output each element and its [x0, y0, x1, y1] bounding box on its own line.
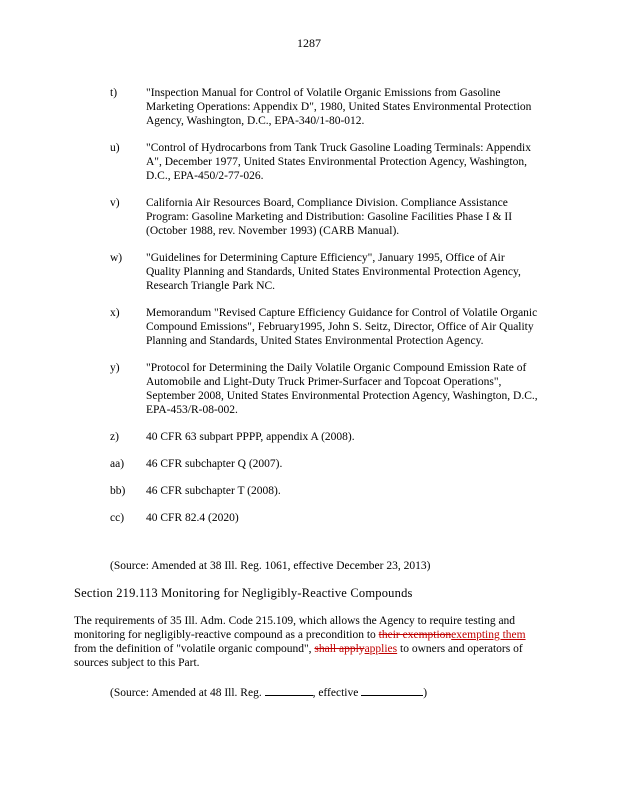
reference-item [110, 86, 540, 128]
reference-item [110, 511, 540, 525]
reference-text: 40 CFR 63 subpart PPPP, appendix A (2008). [146, 431, 355, 443]
reference-text: "Control of Hydrocarbons from Tank Truck Gasoline Loading Terminals: Appendix A", December 1977, United States Environmental Protection Agency, Washington, D.C., EPA-450/2-77-026. [146, 142, 531, 182]
deleted-text: shall apply [314, 643, 365, 655]
source-prefix: (Source: Amended at 48 Ill. Reg. [110, 687, 265, 699]
reference-item [110, 141, 540, 183]
reference-item [110, 484, 540, 498]
reference-item [110, 196, 540, 238]
reference-text: 46 CFR subchapter Q (2007). [146, 458, 283, 470]
reference-label: v) [110, 197, 120, 209]
reference-text: "Inspection Manual for Control of Volatile Organic Emissions from Gasoline Marketing Operations: Appendix D", 1980, United States Environmental Protection Agency, Washington, D.C., EPA-340/1-80-012. [146, 87, 532, 127]
amendment-source-note [110, 684, 427, 699]
reference-label: z) [110, 431, 119, 443]
reference-item [110, 457, 540, 471]
reference-label: t) [110, 87, 118, 99]
section-heading: Section 219.113 Monitoring for Negligibly-Reactive Compounds [74, 586, 413, 600]
page-number: 1287 [297, 36, 321, 50]
deleted-text: their exemption [378, 629, 452, 641]
reference-text: "Guidelines for Determining Capture Efficiency", January 1995, Office of Air Quality Planning and Standards, United States Environmental Protection Agency, Research Triangle Park NC. [146, 252, 521, 292]
reference-item [110, 306, 540, 348]
source-note: (Source: Amended at 38 Ill. Reg. 1061, effective December 23, 2013) [110, 560, 431, 572]
reference-text: 46 CFR subchapter T (2008). [146, 485, 281, 497]
section-paragraph [74, 614, 544, 670]
reference-list [110, 86, 540, 538]
reference-text: 40 CFR 82.4 (2020) [146, 512, 239, 524]
source-suffix: ) [423, 687, 428, 699]
paragraph-text: to owners and operators of sources subject to this Part. [74, 643, 523, 669]
reference-label: w) [110, 252, 123, 264]
effective-date-blank [361, 684, 423, 696]
reference-text: California Air Resources Board, Compliance Division. Compliance Assistance Program: Gasoline Marketing and Distribution: Gasoline Facilities Phase I & II (October 1988, rev. November 1993) (CARB Manual). [146, 197, 513, 237]
inserted-text: applies [364, 643, 398, 655]
paragraph-text: from the definition of "volatile organic compound", [74, 643, 315, 655]
reference-label: u) [110, 142, 120, 154]
reference-label: x) [110, 307, 120, 319]
reference-label: y) [110, 362, 120, 374]
register-page-blank [265, 684, 313, 696]
reference-item [110, 361, 540, 417]
reference-text: "Protocol for Determining the Daily Volatile Organic Compound Emission Rate of Automobile and Light-Duty Truck Primer-Surfacer and Topcoat Operations", September 2008, United States Environmental Protection Agency, Washington, D.C., EPA-453/R-08-002. [146, 362, 538, 416]
source-middle: , effective [312, 687, 362, 699]
reference-label: aa) [110, 458, 125, 470]
reference-label: cc) [110, 512, 125, 524]
reference-item [110, 251, 540, 293]
reference-label: bb) [110, 485, 126, 497]
reference-text: Memorandum "Revised Capture Efficiency Guidance for Control of Volatile Organic Compound Emissions", February1995, John S. Seitz, Director, Office of Air Quality Planning and Standards, United States Environmental Protection Agency. [146, 307, 538, 347]
paragraph-text: The requirements of 35 Ill. Adm. Code 215.109, which allows the Agency to require testing and monitoring for negligibly-reactive compound as a precondition to [74, 615, 516, 641]
inserted-text: exempting them [451, 629, 526, 641]
reference-item [110, 430, 540, 444]
